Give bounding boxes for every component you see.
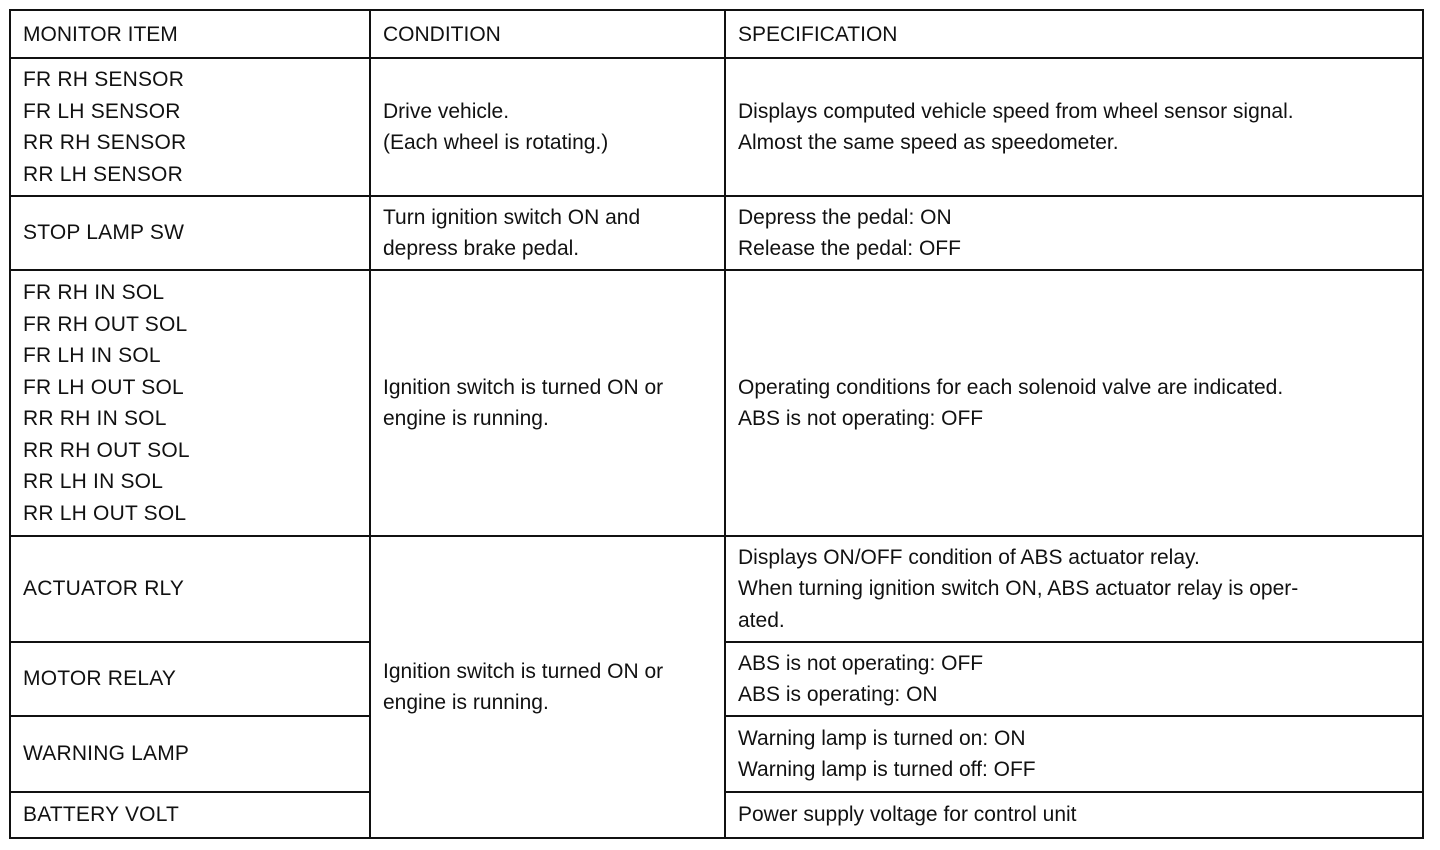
table-row bbox=[10, 270, 1423, 536]
condition-cell: Ignition switch is turned ON or engine is running. bbox=[370, 536, 725, 838]
specification-cell: Warning lamp is turned on: ON Warning lamp is turned off: OFF bbox=[725, 716, 1423, 792]
monitor-item-cell: WARNING LAMP bbox=[10, 716, 370, 792]
header-row bbox=[10, 10, 1423, 58]
specification-cell: Power supply voltage for control unit bbox=[725, 792, 1423, 838]
monitor-item-cell: BATTERY VOLT bbox=[10, 792, 370, 838]
specification-cell: Depress the pedal: ON Release the pedal: OFF bbox=[725, 196, 1423, 270]
condition-cell: Ignition switch is turned ON or engine is running. bbox=[370, 270, 725, 536]
monitor-spec-table bbox=[9, 9, 1424, 839]
condition-cell: Drive vehicle. (Each wheel is rotating.) bbox=[370, 58, 725, 196]
table-row bbox=[10, 196, 1423, 270]
monitor-item-cell: MOTOR RELAY bbox=[10, 642, 370, 716]
table-row bbox=[10, 58, 1423, 196]
header-condition: CONDITION bbox=[370, 10, 725, 58]
monitor-item-cell: STOP LAMP SW bbox=[10, 196, 370, 270]
monitor-item-cell: ACTUATOR RLY bbox=[10, 536, 370, 642]
monitor-item-cell: FR RH IN SOL FR RH OUT SOL FR LH IN SOL FR LH OUT SOL RR RH IN SOL RR RH OUT SOL RR LH IN SOL RR LH OUT SOL bbox=[10, 270, 370, 536]
specification-cell: Displays ON/OFF condition of ABS actuator relay. When turning ignition switch ON, ABS actuator relay is oper- ated. bbox=[725, 536, 1423, 642]
specification-cell: Operating conditions for each solenoid valve are indicated. ABS is not operating: OFF bbox=[725, 270, 1423, 536]
table-row bbox=[10, 536, 1423, 642]
header-specification: SPECIFICATION bbox=[725, 10, 1423, 58]
monitor-item-cell: FR RH SENSOR FR LH SENSOR RR RH SENSOR RR LH SENSOR bbox=[10, 58, 370, 196]
specification-cell: Displays computed vehicle speed from wheel sensor signal. Almost the same speed as speedometer. bbox=[725, 58, 1423, 196]
specification-cell: ABS is not operating: OFF ABS is operating: ON bbox=[725, 642, 1423, 716]
header-monitor-item: MONITOR ITEM bbox=[10, 10, 370, 58]
condition-cell: Turn ignition switch ON and depress brake pedal. bbox=[370, 196, 725, 270]
